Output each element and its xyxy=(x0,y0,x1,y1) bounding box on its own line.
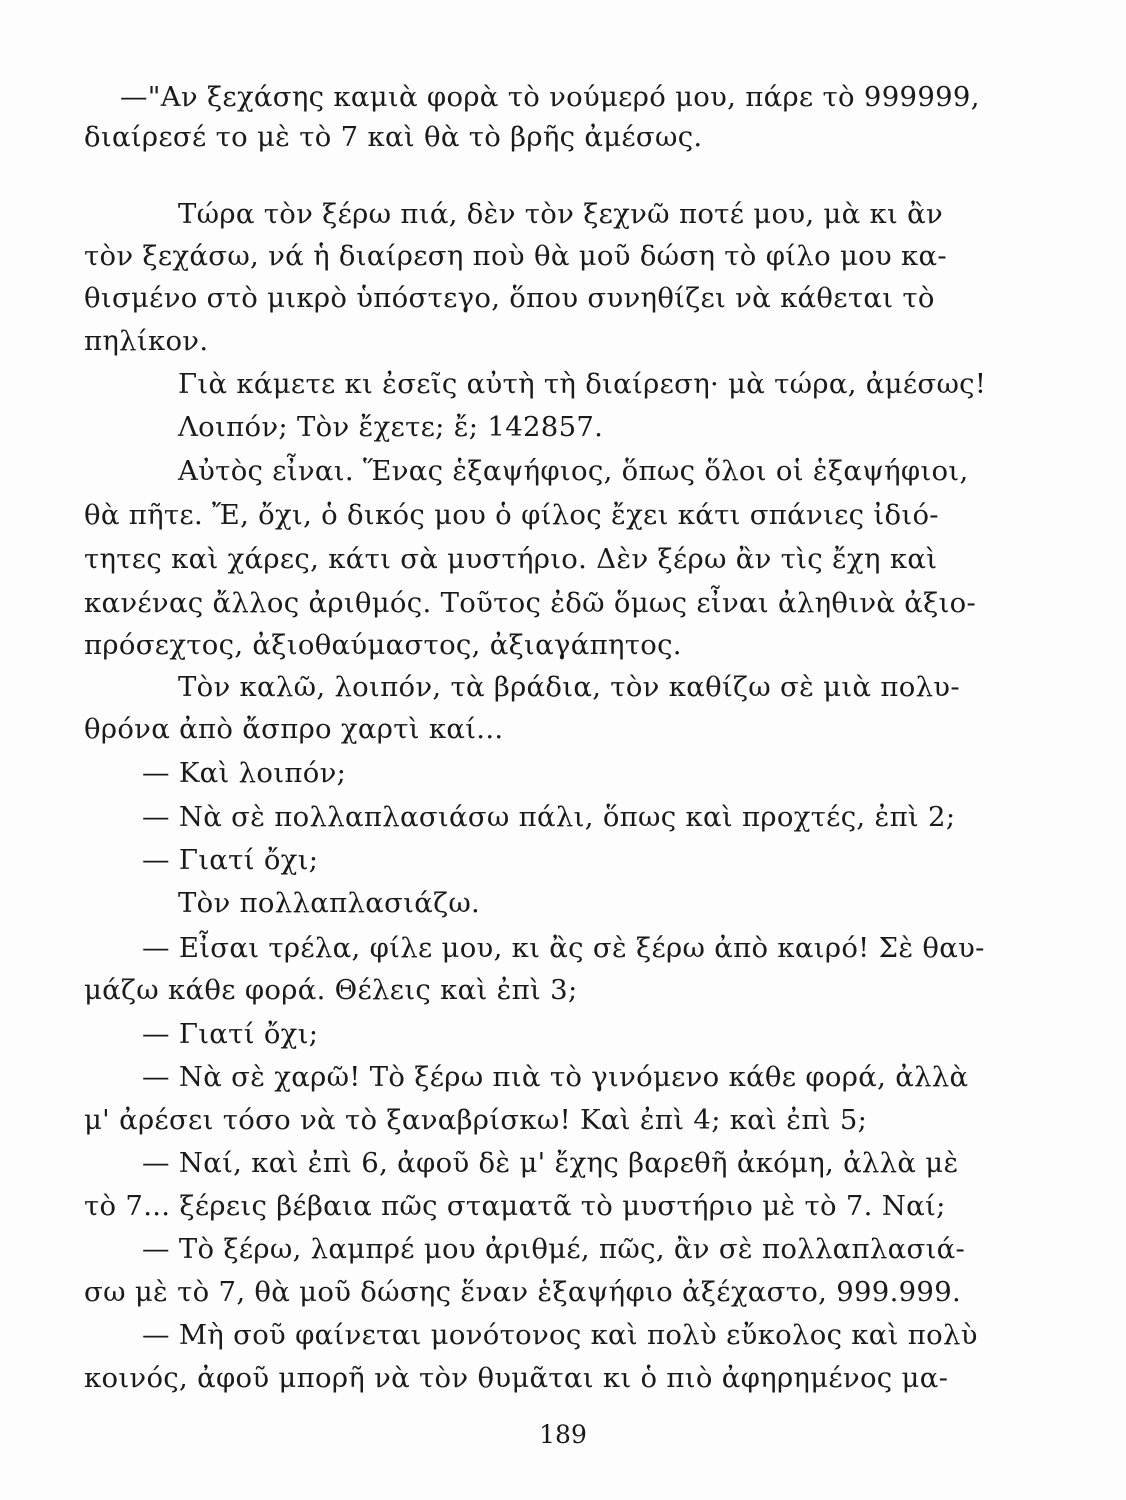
text-line: Λοιπόν; Τὸν ἔχετε; ἔ; 142857. xyxy=(178,411,604,443)
text-line: — Εἶσαι τρέλα, φίλε μου, κι ἂς σὲ ξέρω ἀπὸ καιρό! Σὲ θαυ- xyxy=(142,932,985,964)
text-line: Τώρα τὸν ξέρω πιά, δὲν τὸν ξεχνῶ ποτέ μου, μὰ κι ἂν xyxy=(178,198,943,230)
text-line: πρόσεχτος, ἀξιοθαύμαστος, ἀξιαγάπητος. xyxy=(84,629,682,661)
text-line: τὸ 7... ξέρεις βέβαια πῶς σταματᾶ τὸ μυστήριο μὲ τὸ 7. Ναί; xyxy=(84,1190,946,1222)
text-line: θὰ πῆτε. Ἔ, ὄχι, ὁ δικός μου ὁ φίλος ἔχει κάτι σπάνιες ἰδιό- xyxy=(84,499,939,531)
text-line: κανένας ἄλλος ἀριθμός. Τοῦτος ἐδῶ ὅμως εἶναι ἀληθινὰ ἀξιο- xyxy=(84,587,977,619)
text-line: Γιὰ κάμετε κι ἐσεῖς αὐτὴ τὴ διαίρεση· μὰ τώρα, ἀμέσως! xyxy=(178,368,987,400)
text-line: πηλίκον. xyxy=(84,325,209,357)
text-line: θισμένο στὸ μικρὸ ὑπόστεγο, ὅπου συνηθίζει νὰ κάθεται τὸ xyxy=(84,282,935,314)
text-line: — Γιατί ὄχι; xyxy=(142,844,319,876)
text-line: — Νὰ σὲ πολλαπλασιάσω πάλι, ὅπως καὶ προχτές, ἐπὶ 2; xyxy=(142,801,956,833)
text-line: θρόνα ἀπὸ ἄσπρο χαρτὶ καί... xyxy=(84,713,504,745)
text-line: — Γιατί ὄχι; xyxy=(142,1018,319,1050)
text-line: μάζω κάθε φορά. Θέλεις καὶ ἐπὶ 3; xyxy=(84,974,578,1006)
text-line: διαίρεσέ το μὲ τὸ 7 καὶ θὰ τὸ βρῆς ἀμέσως. xyxy=(84,121,703,153)
text-line: τητες καὶ χάρες, κάτι σὰ μυστήριο. Δὲν ξέρω ἂν τὶς ἔχη καὶ xyxy=(84,543,938,575)
text-line: τὸν ξεχάσω, νά ἡ διαίρεση ποὺ θὰ μοῦ δώση τὸ φίλο μου κα- xyxy=(84,240,948,272)
page-number: 189 xyxy=(539,1420,587,1449)
text-line: μ' ἀρέσει τόσο νὰ τὸ ξαναβρίσκω! Καὶ ἐπὶ 4; καὶ ἐπὶ 5; xyxy=(84,1104,868,1136)
text-line: — Μὴ σοῦ φαίνεται μονότονος καὶ πολὺ εὔκολος καὶ πολὺ xyxy=(142,1319,978,1351)
text-line: — Καὶ λοιπόν; xyxy=(142,757,347,789)
text-line: —"Αν ξεχάσης καμιὰ φορὰ τὸ νούμερό μου, πάρε τὸ 999999, xyxy=(120,81,980,113)
text-line: κοινός, ἀφοῦ μπορῆ νὰ τὸν θυμᾶται κι ὁ πιὸ ἀφηρημένος μα- xyxy=(84,1362,949,1394)
text-line: — Ναί, καὶ ἐπὶ 6, ἀφοῦ δὲ μ' ἔχης βαρεθῆ ἀκόμη, ἀλλὰ μὲ xyxy=(142,1147,959,1179)
text-line: — Τὸ ξέρω, λαμπρέ μου ἀριθμέ, πῶς, ἂν σὲ πολλαπλασιά- xyxy=(142,1233,966,1265)
text-line: Αὐτὸς εἶναι. Ἕνας ἑξαψήφιος, ὅπως ὅλοι οἱ ἑξαψήφιοι, xyxy=(178,455,969,487)
text-line: σω μὲ τὸ 7, θὰ μοῦ δώσης ἕναν ἑξαψήφιο ἀξέχαστο, 999.999. xyxy=(84,1276,962,1308)
text-line: Τὸν καλῶ, λοιπόν, τὰ βράδια, τὸν καθίζω σὲ μιὰ πολυ- xyxy=(178,671,960,703)
text-line: Τὸν πολλαπλασιάζω. xyxy=(178,887,481,919)
text-line: — Νὰ σὲ χαρῶ! Τὸ ξέρω πιὰ τὸ γινόμενο κάθε φορά, ἀλλὰ xyxy=(142,1061,969,1093)
